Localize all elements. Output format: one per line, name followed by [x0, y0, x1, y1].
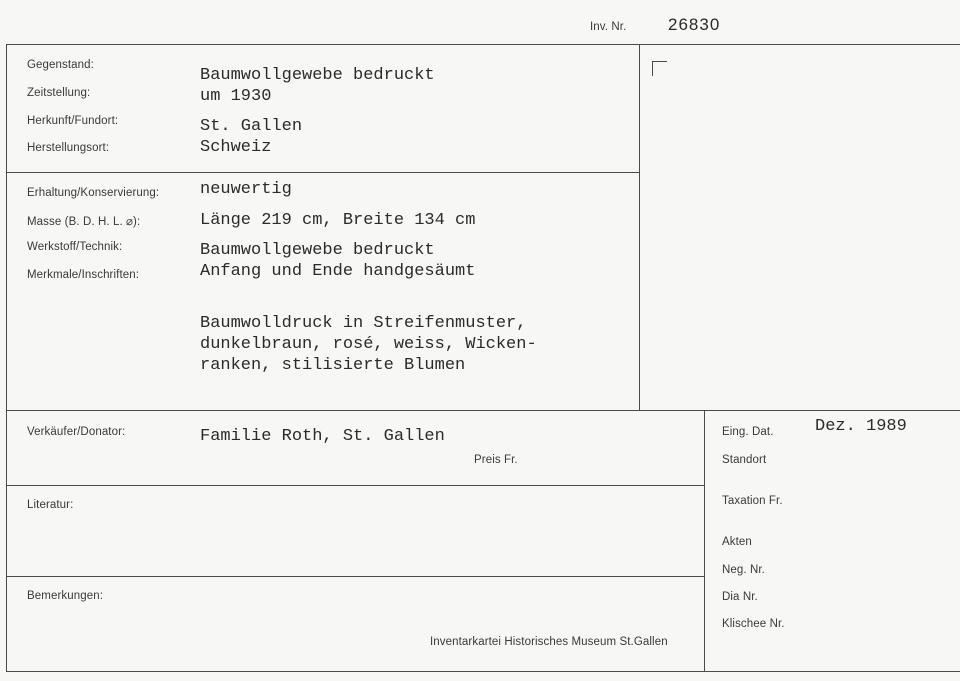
- bottom-rule: [6, 671, 960, 672]
- verkaeufer-value: Familie Roth, St. Gallen: [200, 427, 445, 446]
- akten-label: Akten: [722, 536, 752, 548]
- header-rule: [6, 44, 960, 45]
- bemerkungen-label: Bemerkungen:: [27, 590, 103, 602]
- werkstoff-value: Baumwollgewebe bedruckt: [200, 241, 435, 260]
- gegenstand-label: Gegenstand:: [27, 59, 94, 71]
- eing-dat-value: Dez. 1989: [815, 417, 907, 436]
- left-border: [6, 44, 7, 671]
- inv-nr-value: 26830: [668, 15, 721, 34]
- herstellungsort-label: Herstellungsort:: [27, 142, 110, 154]
- description-text: Baumwolldruck in Streifenmuster, dunkelbraun, rosé, weiss, Wicken- ranken, stilisierte Blumen: [200, 314, 537, 375]
- masse-value: Länge 219 cm, Breite 134 cm: [200, 211, 476, 230]
- photo-box-divider: [639, 44, 640, 410]
- merkmale-value: Anfang und Ende handgesäumt: [200, 262, 476, 281]
- dia-nr-label: Dia Nr.: [722, 591, 758, 603]
- literatur-section-rule: [6, 576, 704, 577]
- sidebar-divider: [704, 410, 705, 671]
- literatur-label: Literatur:: [27, 499, 74, 511]
- zeitstellung-value: um 1930: [200, 87, 272, 106]
- verkaeufer-section-rule: [6, 485, 704, 486]
- taxation-label: Taxation Fr.: [722, 495, 783, 507]
- inv-nr-label: Inv. Nr.: [590, 21, 627, 33]
- preis-label: Preis Fr.: [474, 454, 518, 466]
- card-footer-text: Inventarkartei Historisches Museum St.Gallen: [430, 636, 668, 648]
- details-section-rule: [6, 410, 960, 411]
- zeitstellung-label: Zeitstellung:: [27, 87, 91, 99]
- erhaltung-label: Erhaltung/Konservierung:: [27, 187, 160, 199]
- erhaltung-value: neuwertig: [200, 180, 292, 199]
- masse-label: Masse (B. D. H. L. ⌀):: [27, 216, 141, 228]
- eing-dat-label: Eing. Dat.: [722, 426, 774, 438]
- photo-corner-mark: [652, 61, 667, 76]
- werkstoff-label: Werkstoff/Technik:: [27, 241, 123, 253]
- neg-nr-label: Neg. Nr.: [722, 564, 765, 576]
- herkunft-label: Herkunft/Fundort:: [27, 115, 119, 127]
- object-section-rule: [6, 172, 640, 173]
- herkunft-value: St. Gallen: [200, 117, 303, 136]
- klischee-nr-label: Klischee Nr.: [722, 618, 785, 630]
- standort-label: Standort: [722, 454, 767, 466]
- merkmale-label: Merkmale/Inschriften:: [27, 269, 140, 281]
- herstellungsort-value: Schweiz: [200, 138, 272, 157]
- verkaeufer-label: Verkäufer/Donator:: [27, 426, 126, 438]
- gegenstand-value: Baumwollgewebe bedruckt: [200, 66, 435, 85]
